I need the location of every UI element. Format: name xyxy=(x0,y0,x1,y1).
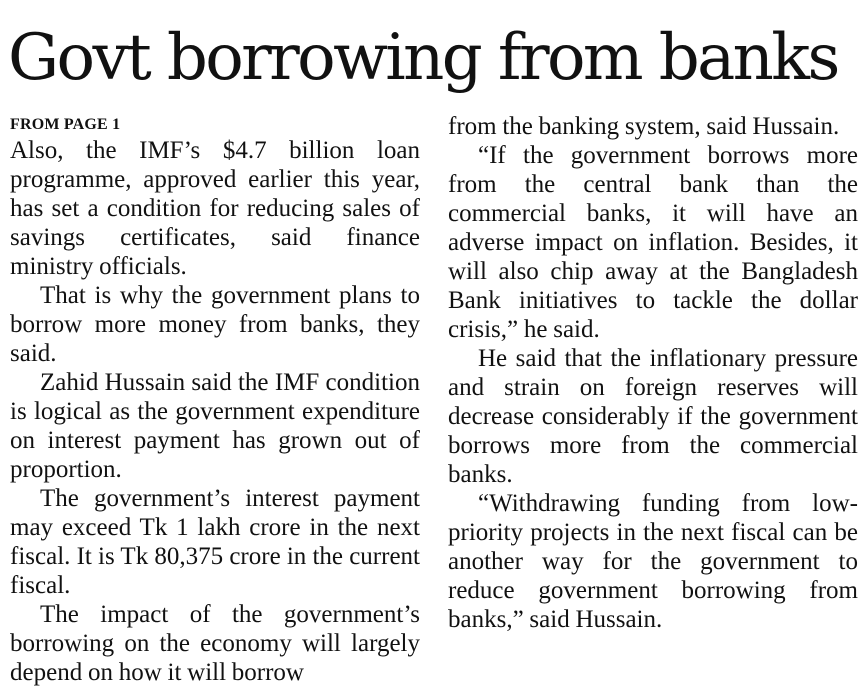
paragraph: “If the government borrows more from the central bank than the commercial banks, it will have an adverse impact on inflation. Besides, it will also chip away at the Bangladesh Bank initiatives to tackle the dollar crisis,” he said. xyxy=(448,142,858,343)
headline: Govt borrowing from banks xyxy=(8,21,838,95)
paragraph: from the banking system, said Hussain. xyxy=(448,113,840,140)
article-column-right xyxy=(448,112,858,634)
paragraph: Also, the IMF’s $4.7 billion loan programme, approved earlier this year, has set a condition for reducing sales of savings certificates, said finance ministry officials. xyxy=(10,137,420,280)
paragraph: He said that the inflationary pressure and strain on foreign reserves will decrease considerably if the government borrows more from the commercial banks. xyxy=(448,345,858,488)
paragraph: Zahid Hussain said the IMF condition is logical as the government expenditure on interest payment has grown out of proportion. xyxy=(10,369,420,483)
paragraph: That is why the government plans to borrow more money from banks, they said. xyxy=(10,282,420,367)
continuation-kicker: FROM PAGE 1 xyxy=(10,116,121,133)
paragraph: The government’s interest payment may exceed Tk 1 lakh crore in the next fiscal. It is Tk 80,375 crore in the current fiscal. xyxy=(10,485,420,599)
article-column-left xyxy=(10,136,420,687)
paragraph: “Withdrawing funding from low-priority projects in the next fiscal can be another way for the government to reduce government borrowing from banks,” said Hussain. xyxy=(448,490,858,633)
paragraph: The impact of the government’s borrowing on the economy will largely depend on how it will borrow xyxy=(10,601,420,686)
